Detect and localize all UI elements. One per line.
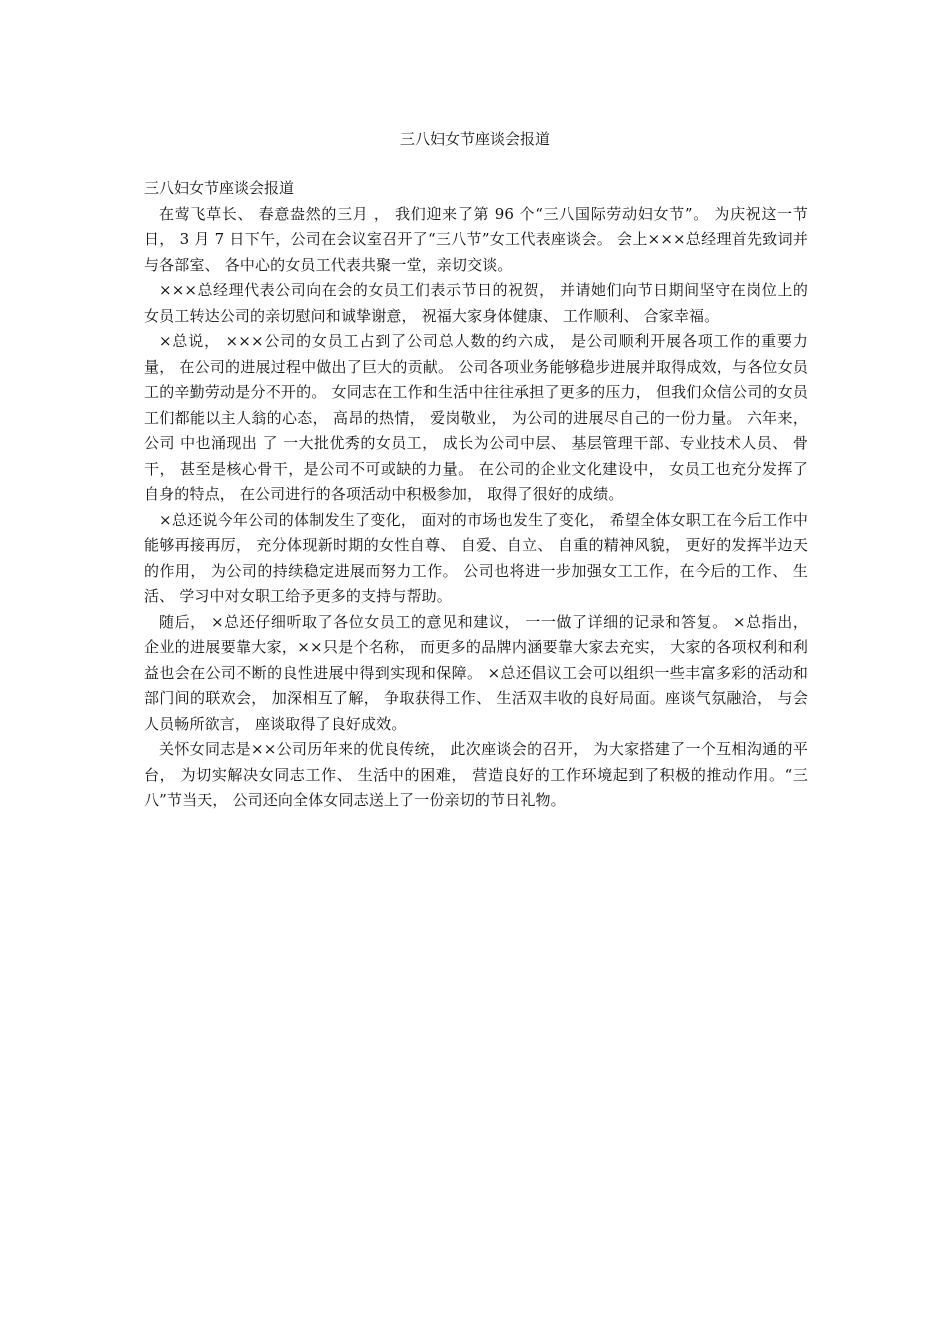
paragraph: 关怀女同志是××公司历年来的优良传统， 此次座谈会的召开， 为大家搭建了一个互相沟通的平台， 为切实解决女同志工作、 生活中的困难， 营造良好的工作环境起到了积极的推动作用。“三八”节当天， 公司还向全体女同志送上了一份亲切的节日礼物。 xyxy=(144,740,808,809)
document-title: 三八妇女节座谈会报道 xyxy=(399,130,550,148)
paragraph: 随后， ×总还仔细听取了各位女员工的意见和建议， 一一做了详细的记录和答复。 ×总指出， 企业的进展要靠大家，××只是个名称， 而更多的品牌内涵要靠大家去充实， 大家的各项权利和利益也会在公司不断的良性进展中得到实现和保障。 ×总还倡议工会可以组织一些丰富多彩的活动和部门间的联欢会， 加深相互了解， 争取获得工作、 生活双丰收的良好局面。座谈气氛融洽， 与会人员畅所欲言， 座谈取得了良好成效。 xyxy=(144,612,808,733)
paragraph: ×总说， ×××公司的女员工占到了公司总人数的约六成， 是公司顺利开展各项工作的重要力量， 在公司的进展过程中做出了巨大的贡献。 公司各项业务能够稳步进展并取得成效，与各位女员工的辛勤劳动是分不开的。 女同志在工作和生活中往往承担了更多的压力， 但我们众信公司的女员工们都能以主人翁的心态， 高昂的热情， 爱岗敬业， 为公司的进展尽自己的一份力量。 六年来，公司 中也涌现出 了 一大批优秀的女员工， 成长为公司中层、 基层管理干部、专业技术人员、 骨干， 甚至是核心骨干，是公司不可或缺的力量。 在公司的企业文化建设中， 女员工也充分发挥了自身的特点， 在公司进行的各项活动中积极参加， 取得了很好的成绩。 xyxy=(144,332,808,503)
paragraph: ×××总经理代表公司向在会的女员工们表示节日的祝贺， 并请她们向节日期间坚守在岗位上的女员工转达公司的亲切慰问和诚挚谢意， 祝福大家身体健康、 工作顺利、 合家幸福。 xyxy=(144,281,808,325)
document-body xyxy=(144,176,808,814)
paragraph: 在莺飞草长、 春意盎然的三月 ， 我们迎来了第 96 个“三八国际劳动妇女节”。 为庆祝这一节日， 3 月 7 日下午，公司在会议室召开了“三八节”女工代表座谈会。 会上×××总经理首先致词并与各部室、 各中心的女员工代表共聚一堂，亲切交谈。 xyxy=(144,204,808,274)
paragraph: ×总还说今年公司的体制发生了变化， 面对的市场也发生了变化， 希望全体女职工在今后工作中能够再接再厉， 充分体现新时期的女性自尊、 自爱、自立、 自重的精神风貌， 更好的发挥半边天的作用， 为公司的持续稳定进展而努力工作。 公司也将进一步加强女工工作，在今后的工作、 生活、 学习中对女职工给予更多的支持与帮助。 xyxy=(144,510,808,605)
article-heading: 三八妇女节座谈会报道 xyxy=(144,179,295,197)
